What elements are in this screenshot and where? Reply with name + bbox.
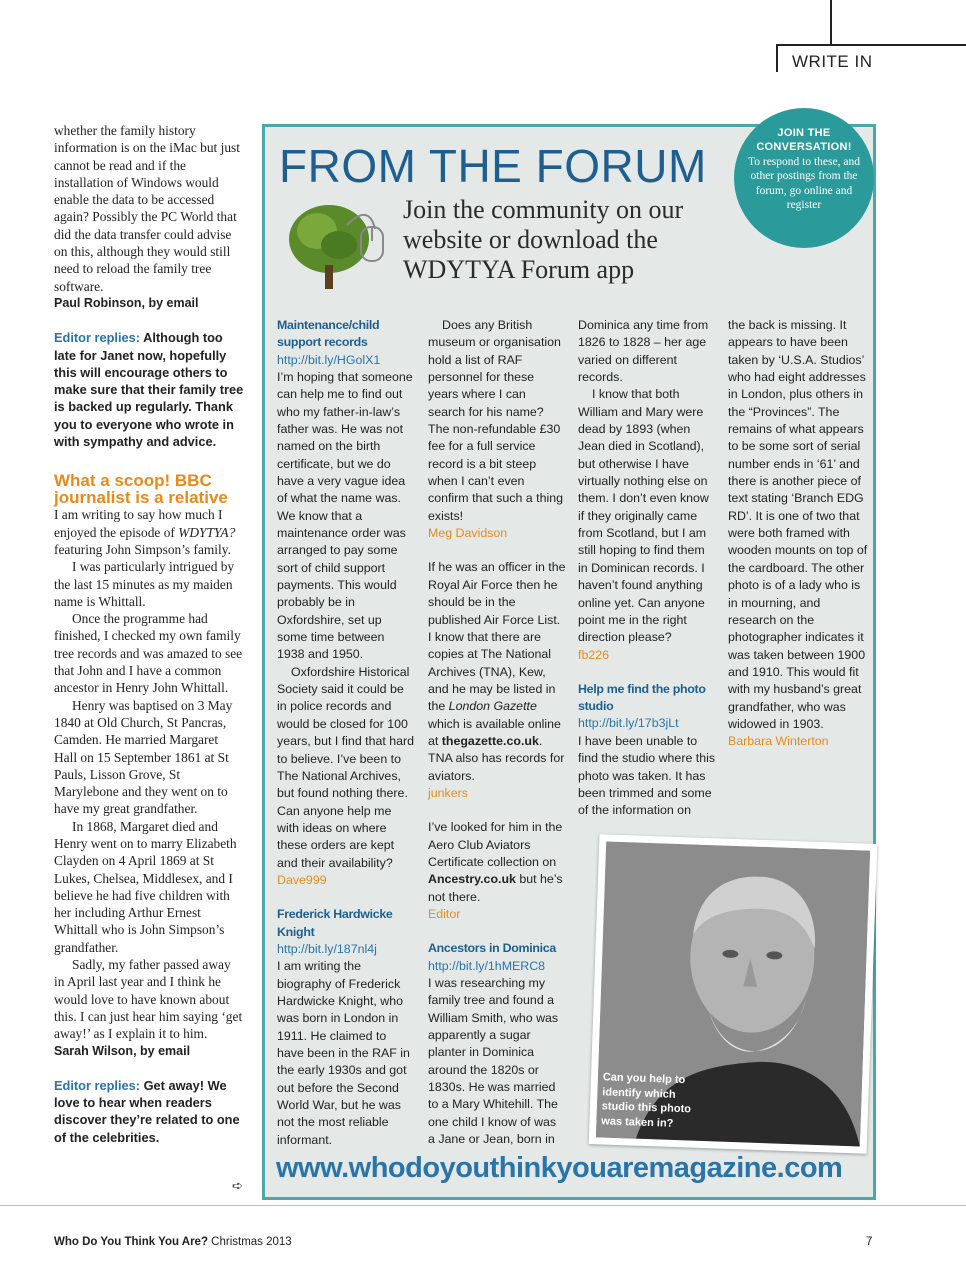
badge-text: To respond to these, and other postings from the forum, go online and register	[748, 155, 860, 212]
forum-column-1	[277, 317, 415, 1149]
forum-post-text: I’ve looked for him in the Aero Club Aviators Certificate collection on Ancestry.co.uk but he’s not there.	[428, 820, 563, 904]
photo-caption: Can you help to identify which studio this photo was taken in?	[601, 1071, 692, 1130]
forum-post-link[interactable]: http://bit.ly/HGolX1	[277, 352, 381, 367]
forum-column-2	[428, 317, 566, 1148]
forum-post-title: Frederick Hardwicke Knight	[277, 907, 393, 939]
editor-reply	[54, 1077, 244, 1146]
forum-post-text: the back is missing. It appears to have been taken by ‘U.S.A. Studios’ who had eight addresses in London, plus others in the “Provinces”. The remains of what appears to be some sort of serial number ends in ‘61’ and there is another piece of text stating ‘Branch EDG RD’. It is one of two that were both framed with wooden mounts on top of the cardboard. The other photo is of a lady who is in mourning, and research on the photographer indicates it was taken between 1900 and 1910. This would fit with my husband’s great grandfather, who was widowed in 1903.	[728, 318, 868, 731]
letter-paragraph: In 1868, Margaret died and Henry went on to marry Elizabeth Clayden on 4 April 1869 at St Lukes, Chelsea, Middlesex, and I believe he had five children with her including Arthur Ernest Whittall who is John Simpson’s grandfather.	[54, 818, 237, 955]
forum-post-title: Maintenance/child support records	[277, 318, 380, 350]
editor-reply-label: Editor replies:	[54, 330, 141, 346]
forum-post-text: I am writing the biography of Frederick Hardwicke Knight, who was born in London in 1911. He claimed to have been in the RAF in the early 1930s and got out before the Second World War, but he was not the most reliable informant.	[277, 959, 410, 1147]
editor-reply-text: Get away! We love to hear when readers discover they’re related to one of the celebrities.	[54, 1077, 240, 1145]
letter-signature: Sarah Wilson, by email	[54, 1043, 191, 1058]
editor-reply	[54, 329, 244, 450]
forum-post-text: I know that both William and Mary were dead by 1893 (when Jean died in Scotland), but otherwise I have virtually nothing else on them. I don’t even know if they originally came from Scotland, but I am still hoping to find them in Dominican records. I haven’t found anything online yet. Can anyone point me in the right direction please?	[578, 387, 709, 645]
editor-reply-text: Although too late for Janet now, hopefully this will encourage others to make sure that their family tree is backed up regularly. Thank you to everyone who wrote in with sympathy and advice.	[54, 330, 244, 450]
header-rule	[830, 0, 832, 44]
letter-headline: What a scoop! BBC journalist is a relative	[54, 471, 228, 508]
footer-credit	[54, 1236, 292, 1248]
forum-username: junkers	[428, 785, 468, 800]
letter-paragraph: Henry was baptised on 3 May 1840 at Old Church, St Pancras, Camden. He married Margaret Hall on 15 September 1861 at St Pauls, Lisson Grove, St Marylebone and they went on to have my great grandfather.	[54, 697, 233, 817]
top-band	[0, 0, 966, 86]
forum-username: Editor	[428, 907, 461, 921]
forum-post-text: I’m hoping that someone can help me to find out who my father-in-law’s father was. He was not named on the birth certificate, but we do have a very vague idea of what the name was. We know that a maintenance order was arranged to pay some sort of child support payments. This would probably be in Oxfordshire, set up some time between 1938 and 1950.	[277, 369, 413, 662]
forum-post-title: Help me find the photo studio	[578, 681, 706, 714]
letter-signature: Paul Robinson, by email	[54, 295, 199, 310]
letter-paragraph: Sadly, my father passed away in April last year and I think he would love to have known about this. I can just hear him saying ‘get away!’ as I explain it to him.	[54, 957, 243, 1042]
letter-paragraph: I am writing to say how much I enjoyed the episode of WDYTYA? featuring John Simpson’s family.	[54, 507, 236, 557]
page-number: 7	[866, 1236, 873, 1248]
forum-post-text: I was researching my family tree and found a William Smith, who was apparently a sugar planter in Dominica around the 1820s or 1830s. He was married to a Mary Whitehill. The one child I know of was a Jane or Jean, born in	[428, 975, 559, 1147]
magazine-name: Who Do You Think You Are?	[54, 1236, 208, 1248]
tree-mouse-icon	[277, 187, 397, 297]
forum-post-title: Ancestors in Dominica	[428, 941, 556, 956]
letter-paragraph: I was particularly intrigued by the last 15 minutes as my maiden name is Whittall.	[54, 559, 235, 609]
forum-post-text: Does any British museum or organisation hold a list of RAF personnel for these years where I can search for his name? The non-refundable £30 fee for a full service record is a bit steep when I can’t even confirm that such a thing exists!	[428, 318, 563, 523]
forum-column-4	[728, 317, 870, 751]
forum-post-link[interactable]: http://bit.ly/1hMERC8	[428, 958, 546, 973]
forum-username: Barbara Winterton	[728, 734, 829, 749]
section-tab: WRITE IN	[776, 44, 966, 72]
issue-label: Christmas 2013	[207, 1236, 292, 1248]
forum-post-text: Dominica any time from 1826 to 1828 – her age varied on different records.	[578, 318, 709, 385]
show-title: WDYTYA?	[178, 524, 236, 540]
forum-title: FROM THE FORUM	[279, 140, 707, 192]
editor-reply-label: Editor replies:	[54, 1077, 141, 1093]
forum-username: Dave999	[277, 872, 327, 887]
forum-post-text: Oxfordshire Historical Society said it could be in police records and would be closed for 100 years, but I find that hard to believe. I’ve been to The National Archives, but found nothing there. Can anyone help me with ideas on where these orders are kept and their availability?	[277, 664, 415, 870]
join-conversation-badge	[734, 108, 874, 248]
forum-post-link[interactable]: http://bit.ly/17b3jLt	[578, 716, 679, 731]
forum-username: Meg Davidson	[428, 526, 508, 541]
forum-column-3	[578, 317, 716, 820]
forum-post-link[interactable]: http://bit.ly/187nl4j	[277, 941, 377, 956]
website-url[interactable]: www.whodoyouthinkyouaremagazine.com	[276, 1152, 843, 1184]
letter-paragraph: Once the programme had finished, I checked my own family tree records and was amazed to see that John and I have a common ancestor in Henry John Whittall.	[54, 611, 243, 696]
badge-heading: JOIN THE CONVERSATION!	[756, 127, 852, 154]
letters-column	[54, 122, 244, 1146]
forum-post-text: I have been unable to find the studio where this photo was taken. It has been trimmed and some of the information on	[578, 733, 716, 818]
letter-paragraph: whether the family history information is on the iMac but just cannot be read and if the installation of Windows would enable the data to be accessed again? Possibly the PC World that did the data transfer could advise on this, although they would still need to reload the family tree software.	[54, 123, 240, 294]
continue-arrow-icon: ➪	[232, 1178, 243, 1193]
forum-subtitle: Join the community on our website or download the WDYTYA Forum app	[403, 195, 684, 284]
footer-rule	[0, 1205, 966, 1206]
forum-username: fb226	[578, 647, 610, 662]
forum-post-text: If he was an officer in the Royal Air Force then he should be in the published Air Force List. I know that there are copies at The National Archives (TNA), Kew, and he may be listed in the London Gazette which is available online at thegazette.co.uk. TNA also has records for aviators.	[428, 560, 566, 783]
